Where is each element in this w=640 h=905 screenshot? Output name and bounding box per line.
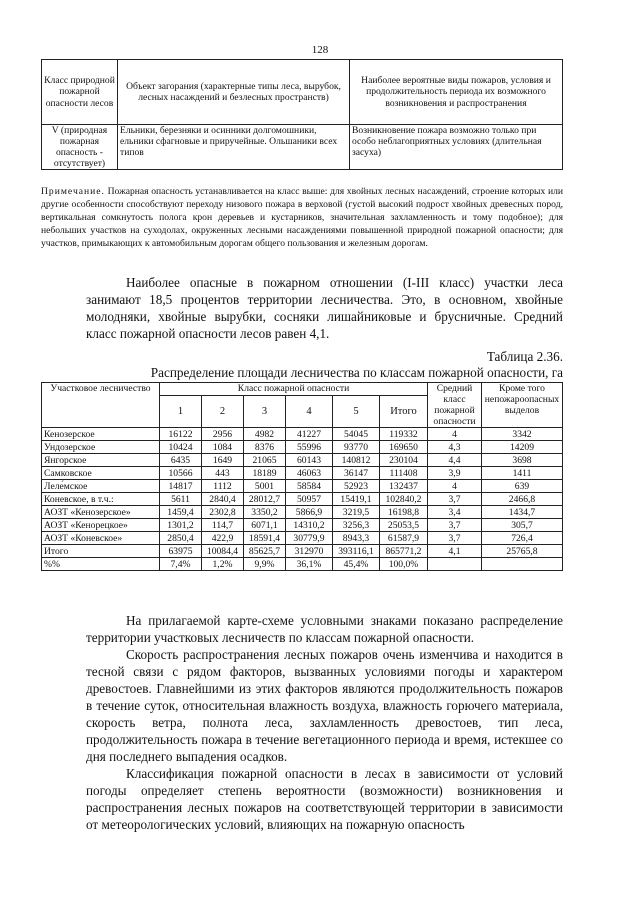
- table-row: [42, 454, 563, 467]
- value-cell: 3219,5: [333, 506, 380, 519]
- value-cell: 726,4: [482, 532, 563, 545]
- value-cell: 3,4: [428, 506, 482, 519]
- value-cell: 10566: [160, 467, 202, 480]
- value-cell: 102840,2: [380, 493, 428, 506]
- note-text: Пожарная опасность устанавливается на класс выше: для хвойных лесных насаждений, строение которых или другие особенности способствуют переходу низового пожара в верховой (густой высокий подрост хвойных древесных пород, вертикальная сомкнутость полога крон деревьев и кустарников, значительная захламленность и тому подобное); для небольших участков на суходолах, окруженных лесными насаждениями повышенной природной пожарной опасности; для участков, примыкающих к автомобильным дорогам общего пользования и железным дорогам.: [41, 186, 563, 249]
- page-number: 128: [311, 44, 329, 56]
- forestry-name-cell: Итого: [42, 545, 160, 558]
- value-cell: 14817: [160, 480, 202, 493]
- body-text: [86, 612, 563, 833]
- value-cell: 36147: [333, 467, 380, 480]
- value-cell: 6435: [160, 454, 202, 467]
- value-cell: 2840,4: [202, 493, 244, 506]
- value-cell: 58584: [286, 480, 333, 493]
- table-header-row: [42, 383, 563, 396]
- value-cell: 1112: [202, 480, 244, 493]
- value-cell: 3256,3: [333, 519, 380, 532]
- paragraph: На прилагаемой карте-схеме условными знаками показано распределение территории участковых лесничеств по классам пожарной опасности.: [86, 613, 563, 645]
- value-cell: 230104: [380, 454, 428, 467]
- table-row: [42, 506, 563, 519]
- value-cell: 3,9: [428, 467, 482, 480]
- value-cell: 4,3: [428, 441, 482, 454]
- table-number: Таблица 2.36.: [486, 349, 563, 364]
- value-cell: 10084,4: [202, 545, 244, 558]
- header-cell: 3: [244, 396, 286, 428]
- value-cell: 18591,4: [244, 532, 286, 545]
- value-cell: 3350,2: [244, 506, 286, 519]
- forestry-name-cell: Кенозерское: [42, 428, 160, 441]
- value-cell: 5001: [244, 480, 286, 493]
- value-cell: 41227: [286, 428, 333, 441]
- header-cell: 2: [202, 396, 244, 428]
- value-cell: 8376: [244, 441, 286, 454]
- table-header-row: [42, 60, 563, 125]
- value-cell: [428, 558, 482, 571]
- header-cell: Кроме того непожароопасных выделов: [482, 383, 563, 428]
- header-cell: Класс природной пожарной опасности лесов: [42, 60, 118, 125]
- table-note: [41, 185, 563, 250]
- table-row: [42, 441, 563, 454]
- table-row: [42, 480, 563, 493]
- forestry-name-cell: %%: [42, 558, 160, 571]
- value-cell: 50957: [286, 493, 333, 506]
- value-cell: 443: [202, 467, 244, 480]
- table-row: [42, 467, 563, 480]
- header-cell: Средний класс пожарной опасности: [428, 383, 482, 428]
- header-cell: Итого: [380, 396, 428, 428]
- value-cell: 114,7: [202, 519, 244, 532]
- value-cell: 3,7: [428, 519, 482, 532]
- value-cell: 111408: [380, 467, 428, 480]
- value-cell: 4: [428, 480, 482, 493]
- header-cell: Объект загорания (характерные типы леса, вырубок, лесных насаждений и безлесных пространств): [118, 60, 350, 125]
- value-cell: 36,1%: [286, 558, 333, 571]
- value-cell: 3,7: [428, 532, 482, 545]
- note-label: Примечание.: [41, 186, 105, 197]
- value-cell: 140812: [333, 454, 380, 467]
- value-cell: 393116,1: [333, 545, 380, 558]
- value-cell: 7,4%: [160, 558, 202, 571]
- value-cell: 1411: [482, 467, 563, 480]
- value-cell: 3698: [482, 454, 563, 467]
- header-cell: Участковое лесничество: [42, 383, 160, 428]
- value-cell: 14310,2: [286, 519, 333, 532]
- value-cell: 16198,8: [380, 506, 428, 519]
- value-cell: 5866,9: [286, 506, 333, 519]
- value-cell: 28012,7: [244, 493, 286, 506]
- value-cell: 93770: [333, 441, 380, 454]
- value-cell: 21065: [244, 454, 286, 467]
- value-cell: 2956: [202, 428, 244, 441]
- value-cell: 422,9: [202, 532, 244, 545]
- table-row: [42, 493, 563, 506]
- table-row: [42, 519, 563, 532]
- value-cell: 119332: [380, 428, 428, 441]
- value-cell: 100,0%: [380, 558, 428, 571]
- value-cell: 1084: [202, 441, 244, 454]
- value-cell: 52923: [333, 480, 380, 493]
- value-cell: 63975: [160, 545, 202, 558]
- paragraph: Наиболее опасные в пожарном отношении (I-III класс) участки леса занимают 18,5 процентов территории лесничества. Это, в основном, хвойные молодняки, хвойные вырубки, сосняки лишайниковые и брусничные. Средний класс пожарной опасности лесов равен 4,1.: [86, 275, 563, 341]
- table-row: [42, 532, 563, 545]
- value-cell: 30779,9: [286, 532, 333, 545]
- value-cell: 14209: [482, 441, 563, 454]
- paragraph: Классификация пожарной опасности в лесах в зависимости от условий погоды определяет степень вероятности (возможности) возникновения и распространения лесных пожаров на соответствующей территории в зависимости от метеорологических условий, влияющих на пожарную опасность: [86, 766, 563, 832]
- paragraph-intro: [86, 274, 563, 342]
- forestry-name-cell: Коневское, в т.ч.:: [42, 493, 160, 506]
- value-cell: 45,4%: [333, 558, 380, 571]
- value-cell: 25765,8: [482, 545, 563, 558]
- forestry-name-cell: Леле́мское: [42, 480, 160, 493]
- forestry-name-cell: АОЗТ «Кенорецкое»: [42, 519, 160, 532]
- value-cell: 4,4: [428, 454, 482, 467]
- value-cell: 10424: [160, 441, 202, 454]
- forestry-name-cell: Самковское: [42, 467, 160, 480]
- value-cell: 1434,7: [482, 506, 563, 519]
- value-cell: 85625,7: [244, 545, 286, 558]
- value-cell: 169650: [380, 441, 428, 454]
- paragraph: Скорость распространения лесных пожаров очень изменчива и находится в тесной связи с рядом факторов, вызванных условиями погоды и характером древостоев. Главнейшими из этих факторов являются продолжительность пожаров в течение суток, относительная влажность воздуха, влажность горючего материала, скорость ветра, полнота леса, захламленность древостоев, тип леса, продолжительность пожара в течение вегетационного периода и время, истекшее со дня последнего выпадения осадков.: [86, 647, 563, 764]
- fire-danger-class-table: [41, 59, 563, 170]
- value-cell: 312970: [286, 545, 333, 558]
- table-row: [42, 428, 563, 441]
- header-cell: 1: [160, 396, 202, 428]
- table-cell: V (природная пожарная опасность - отсутствует): [42, 125, 118, 170]
- value-cell: 4982: [244, 428, 286, 441]
- value-cell: 305,7: [482, 519, 563, 532]
- value-cell: 54045: [333, 428, 380, 441]
- value-cell: 61587,9: [380, 532, 428, 545]
- table-title: Распределение площади лесничества по классам пожарной опасности, га: [150, 365, 563, 380]
- value-cell: 2850,4: [160, 532, 202, 545]
- header-cell: Класс пожарной опасности: [160, 383, 428, 396]
- forestry-name-cell: Ундозерское: [42, 441, 160, 454]
- value-cell: 1459,4: [160, 506, 202, 519]
- value-cell: 865771,2: [380, 545, 428, 558]
- forestry-area-table: [41, 382, 563, 571]
- table-cell: Ельники, березняки и осинники долгомошники, ельники сфагновые и приручейные. Ольшаники всех типов: [118, 125, 350, 170]
- header-cell: 5: [333, 396, 380, 428]
- value-cell: 3342: [482, 428, 563, 441]
- value-cell: 55996: [286, 441, 333, 454]
- value-cell: 4,1: [428, 545, 482, 558]
- forestry-name-cell: Янгорское: [42, 454, 160, 467]
- value-cell: 60143: [286, 454, 333, 467]
- value-cell: 9,9%: [244, 558, 286, 571]
- table-row: [42, 545, 563, 558]
- table-row: [42, 125, 563, 170]
- table-cell: Возникновение пожара возможно только при особо неблагоприятных условиях (длительная засуха): [350, 125, 563, 170]
- value-cell: 1,2%: [202, 558, 244, 571]
- value-cell: 8943,3: [333, 532, 380, 545]
- value-cell: 16122: [160, 428, 202, 441]
- value-cell: 1649: [202, 454, 244, 467]
- value-cell: 6071,1: [244, 519, 286, 532]
- value-cell: 132437: [380, 480, 428, 493]
- value-cell: 2466,8: [482, 493, 563, 506]
- value-cell: [482, 558, 563, 571]
- value-cell: 639: [482, 480, 563, 493]
- value-cell: 5611: [160, 493, 202, 506]
- value-cell: 2302,8: [202, 506, 244, 519]
- value-cell: 3,7: [428, 493, 482, 506]
- value-cell: 18189: [244, 467, 286, 480]
- forestry-name-cell: АОЗТ «Коневское»: [42, 532, 160, 545]
- value-cell: 15419,1: [333, 493, 380, 506]
- header-cell: Наиболее вероятные виды пожаров, условия и продолжительность периода их возможного возникновения и распространения: [350, 60, 563, 125]
- value-cell: 4: [428, 428, 482, 441]
- header-cell: 4: [286, 396, 333, 428]
- forestry-name-cell: АОЗТ «Кенозерское»: [42, 506, 160, 519]
- value-cell: 25053,5: [380, 519, 428, 532]
- table-row: [42, 558, 563, 571]
- value-cell: 1301,2: [160, 519, 202, 532]
- value-cell: 46063: [286, 467, 333, 480]
